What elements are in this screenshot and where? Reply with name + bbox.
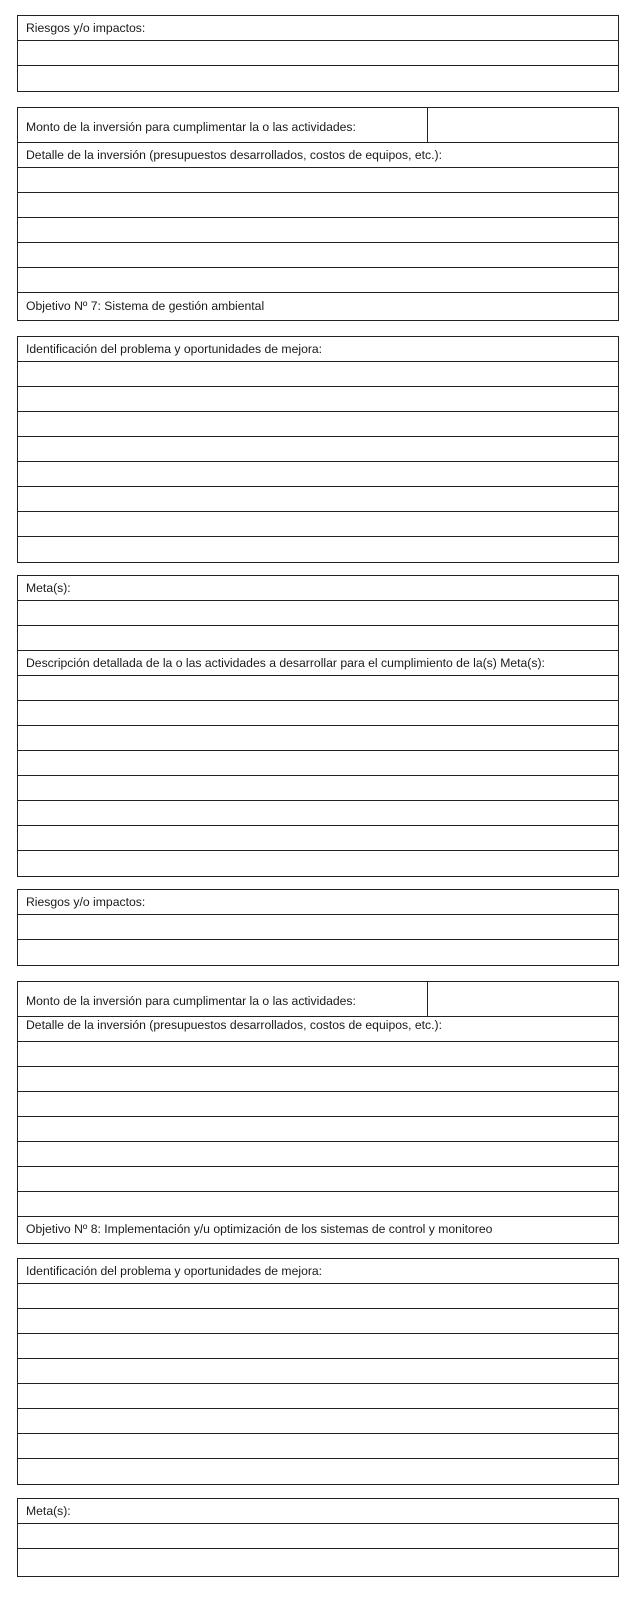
problem-field-line[interactable]: [18, 437, 618, 462]
investment-detail-line[interactable]: [18, 1167, 618, 1192]
activities-label: Descripción detallada de la o las actividades a desarrollar para el cumplimiento de la(s) Meta(s):: [18, 651, 618, 676]
problem-field-line[interactable]: [18, 1334, 618, 1359]
goals-label: Meta(s):: [18, 576, 618, 601]
activities-field-line[interactable]: [18, 801, 618, 826]
objective-7-title: Objetivo Nº 7: Sistema de gestión ambiental: [26, 299, 265, 313]
risks-field-line[interactable]: [18, 940, 618, 965]
investment-detail-line[interactable]: [18, 1042, 618, 1067]
problem-field-line[interactable]: [18, 387, 618, 412]
investment-detail-line[interactable]: [18, 168, 618, 193]
investment-detail-line[interactable]: [18, 193, 618, 218]
problem-label: Identificación del problema y oportunidades de mejora:: [18, 1259, 618, 1284]
risks-field-line[interactable]: [18, 41, 618, 66]
activities-field-line[interactable]: [18, 676, 618, 701]
risks-box-1: [17, 15, 619, 92]
investment-amount-field[interactable]: [428, 982, 618, 1016]
goals-field-line[interactable]: [18, 626, 618, 651]
investment-detail-line[interactable]: [18, 1142, 618, 1167]
investment-detail-line[interactable]: [18, 1192, 618, 1217]
problem-field-line[interactable]: [18, 1459, 618, 1484]
investment-box-7: [17, 981, 619, 1244]
activities-field-line[interactable]: [18, 751, 618, 776]
risks-field-line[interactable]: [18, 66, 618, 91]
investment-detail-label: Detalle de la inversión (presupuestos desarrollados, costos de equipos, etc.):: [18, 143, 618, 168]
risks-label: Riesgos y/o impactos:: [18, 890, 618, 915]
investment-detail-line[interactable]: [18, 1117, 618, 1142]
problem-field-line[interactable]: [18, 1409, 618, 1434]
goals-field-line[interactable]: [18, 1549, 618, 1576]
investment-detail-line[interactable]: [18, 218, 618, 243]
problem-field-line[interactable]: [18, 1434, 618, 1459]
goals-box-7: [17, 575, 619, 877]
problem-field-line[interactable]: [18, 1284, 618, 1309]
investment-detail-line[interactable]: [18, 1067, 618, 1092]
investment-amount-row: [18, 982, 618, 1017]
problem-field-line[interactable]: [18, 462, 618, 487]
goals-label: Meta(s):: [18, 1499, 618, 1524]
risks-field-line[interactable]: [18, 915, 618, 940]
problem-field-line[interactable]: [18, 487, 618, 512]
goals-field-line[interactable]: [18, 601, 618, 626]
problem-field-line[interactable]: [18, 362, 618, 387]
activities-field-line[interactable]: [18, 776, 618, 801]
investment-detail-line[interactable]: [18, 268, 618, 293]
activities-field-line[interactable]: [18, 851, 618, 876]
investment-amount-row: [18, 108, 618, 143]
goals-box-8: [17, 1498, 619, 1577]
investment-box-1: [17, 107, 619, 321]
problem-field-line[interactable]: [18, 1309, 618, 1334]
problem-box-8: [17, 1258, 619, 1485]
activities-field-line[interactable]: [18, 701, 618, 726]
investment-amount-label: Monto de la inversión para cumplimentar la o las actividades:: [18, 108, 428, 142]
problem-field-line[interactable]: [18, 412, 618, 437]
investment-amount-label: Monto de la inversión para cumplimentar la o las actividades:: [18, 982, 428, 1016]
problem-field-line[interactable]: [18, 512, 618, 537]
investment-detail-label: Detalle de la inversión (presupuestos desarrollados, costos de equipos, etc.):: [18, 1017, 618, 1042]
investment-detail-line[interactable]: [18, 243, 618, 268]
problem-field-line[interactable]: [18, 1359, 618, 1384]
objective-8-title: Objetivo Nº 8: Implementación y/u optimización de los sistemas de control y monitoreo: [26, 1222, 493, 1236]
problem-field-line[interactable]: [18, 1384, 618, 1409]
problem-box-7: [17, 336, 619, 563]
problem-field-line[interactable]: [18, 537, 618, 562]
problem-label: Identificación del problema y oportunidades de mejora:: [18, 337, 618, 362]
investment-amount-field[interactable]: [428, 108, 618, 142]
risks-label: Riesgos y/o impactos:: [18, 16, 618, 41]
activities-field-line[interactable]: [18, 826, 618, 851]
investment-detail-line[interactable]: [18, 1092, 618, 1117]
risks-box-7: [17, 889, 619, 966]
goals-field-line[interactable]: [18, 1524, 618, 1549]
activities-field-line[interactable]: [18, 726, 618, 751]
